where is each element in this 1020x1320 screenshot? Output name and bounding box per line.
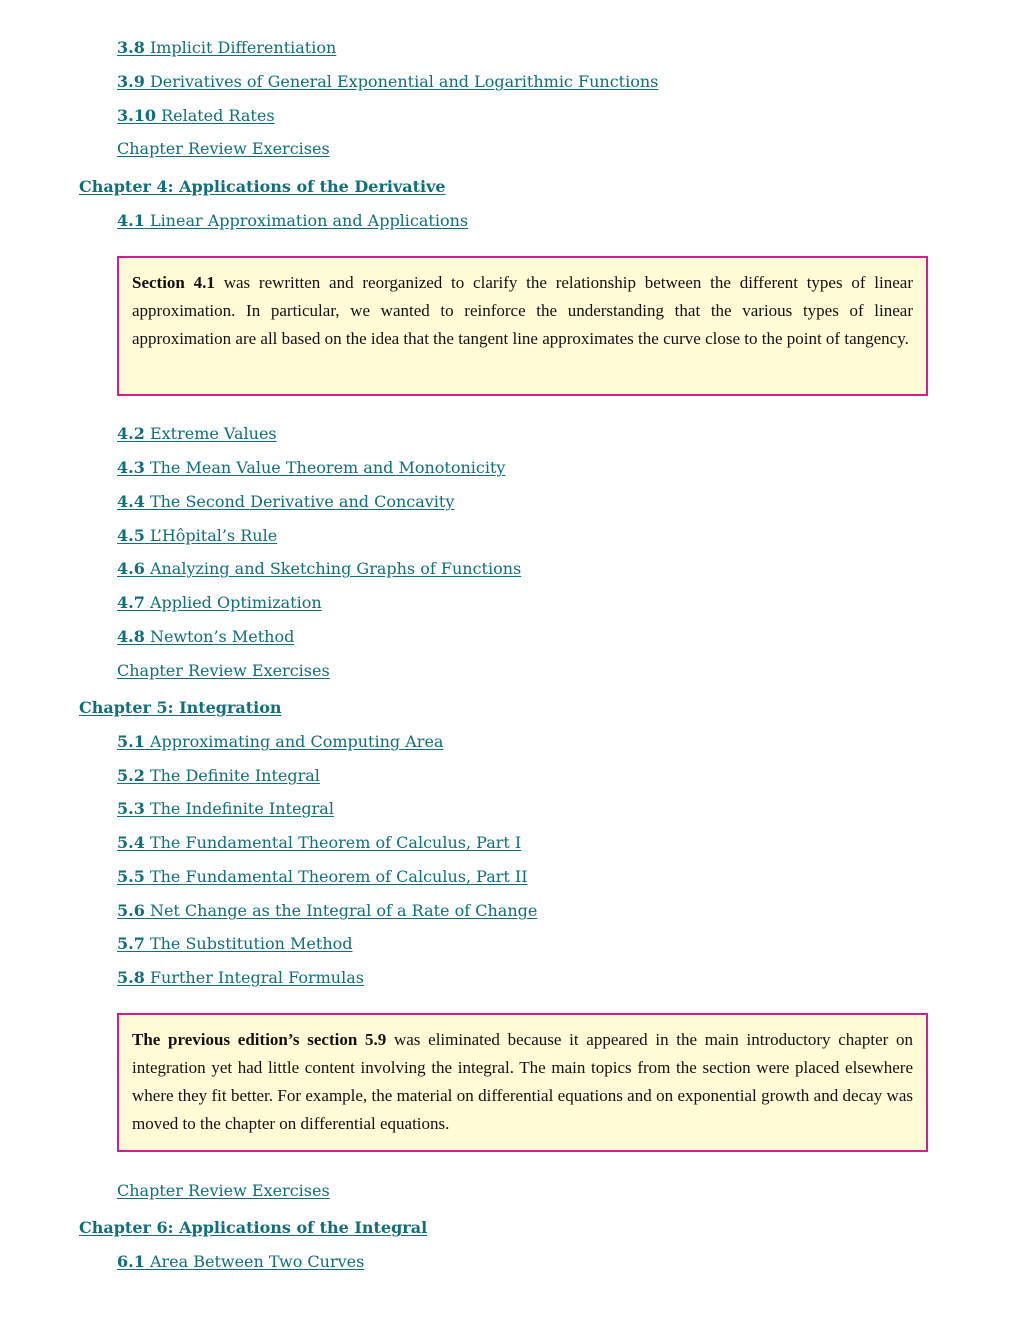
section-number: 5.2 bbox=[117, 766, 145, 785]
toc-link-4-3[interactable] bbox=[117, 458, 505, 478]
section-number: 5.1 bbox=[117, 732, 145, 751]
section-title: Approximating and Computing Area bbox=[149, 732, 444, 751]
section-number: 5.4 bbox=[117, 833, 145, 852]
section-title: Further Integral Formulas bbox=[149, 968, 364, 987]
section-number: 4.1 bbox=[117, 211, 145, 230]
section-title: Derivatives of General Exponential and Logarithmic Functions bbox=[149, 72, 659, 91]
section-title: Implicit Differentiation bbox=[149, 38, 337, 57]
section-title: The Fundamental Theorem of Calculus, Part II bbox=[149, 867, 528, 886]
section-number: 3.8 bbox=[117, 38, 145, 57]
toc-link-4-5[interactable] bbox=[117, 526, 277, 546]
toc-link-5-7[interactable] bbox=[117, 934, 353, 954]
section-number: 4.3 bbox=[117, 458, 145, 477]
section-number: 6.1 bbox=[117, 1252, 145, 1271]
section-title: Applied Optimization bbox=[149, 593, 322, 612]
section-number: 5.7 bbox=[117, 934, 145, 953]
section-title: The Mean Value Theorem and Monotonicity bbox=[149, 458, 506, 477]
section-title: The Second Derivative and Concavity bbox=[149, 492, 455, 511]
section-number: 3.9 bbox=[117, 72, 145, 91]
toc-chapter-5[interactable]: Chapter 5: Integration bbox=[79, 698, 282, 717]
note-lead: Section 4.1 bbox=[132, 273, 215, 292]
section-title: Related Rates bbox=[161, 106, 275, 125]
section-number: 5.8 bbox=[117, 968, 145, 987]
revision-note-5-9 bbox=[117, 1013, 928, 1152]
section-title: Analyzing and Sketching Graphs of Functions bbox=[149, 559, 522, 578]
toc-link-5-2[interactable] bbox=[117, 766, 320, 786]
section-title: L’Hôpital’s Rule bbox=[149, 526, 278, 545]
toc-link-ch3-review[interactable]: Chapter Review Exercises bbox=[117, 139, 330, 158]
toc-link-4-8[interactable] bbox=[117, 627, 294, 647]
toc-link-3-8[interactable] bbox=[117, 38, 336, 58]
section-number: 4.4 bbox=[117, 492, 145, 511]
note-text: was rewritten and reorganized to clarify the relationship between the different types of linear approximation. In particular, we wanted to reinforce the understanding that the various types of linear approximation are all based on the idea that the tangent line approximates the curve close to the point of tangency. bbox=[132, 273, 913, 348]
section-number: 4.6 bbox=[117, 559, 145, 578]
revision-note-4-1 bbox=[117, 256, 928, 396]
section-title: Extreme Values bbox=[149, 424, 277, 443]
toc-link-5-1[interactable] bbox=[117, 732, 443, 752]
toc-link-4-4[interactable] bbox=[117, 492, 454, 512]
section-title: Area Between Two Curves bbox=[149, 1252, 365, 1271]
note-lead: The previous edition’s section 5.9 bbox=[132, 1030, 387, 1049]
section-number: 4.5 bbox=[117, 526, 145, 545]
section-title: Net Change as the Integral of a Rate of Change bbox=[149, 901, 538, 920]
toc-link-5-3[interactable] bbox=[117, 799, 334, 819]
section-number: 5.5 bbox=[117, 867, 145, 886]
section-number: 4.8 bbox=[117, 627, 145, 646]
toc-chapter-4[interactable]: Chapter 4: Applications of the Derivative bbox=[79, 177, 446, 196]
toc-link-4-7[interactable] bbox=[117, 593, 322, 613]
section-title: Linear Approximation and Applications bbox=[149, 211, 469, 230]
section-number: 5.3 bbox=[117, 799, 145, 818]
section-number: 3.10 bbox=[117, 106, 156, 125]
section-title: The Fundamental Theorem of Calculus, Part I bbox=[149, 833, 522, 852]
toc-link-5-8[interactable] bbox=[117, 968, 364, 988]
toc-link-5-4[interactable] bbox=[117, 833, 521, 853]
section-number: 4.2 bbox=[117, 424, 145, 443]
section-title: The Indefinite Integral bbox=[149, 799, 334, 818]
toc-link-4-6[interactable] bbox=[117, 559, 521, 579]
toc-link-4-2[interactable] bbox=[117, 424, 277, 444]
toc-chapter-6[interactable]: Chapter 6: Applications of the Integral bbox=[79, 1218, 428, 1237]
toc-link-ch4-review[interactable]: Chapter Review Exercises bbox=[117, 661, 330, 680]
toc-link-5-5[interactable] bbox=[117, 867, 528, 887]
section-title: The Substitution Method bbox=[149, 934, 353, 953]
toc-link-4-1[interactable] bbox=[117, 211, 468, 231]
section-number: 4.7 bbox=[117, 593, 145, 612]
toc-link-6-1[interactable] bbox=[117, 1252, 364, 1272]
section-number: 5.6 bbox=[117, 901, 145, 920]
section-title: Newton’s Method bbox=[149, 627, 295, 646]
section-title: The Definite Integral bbox=[149, 766, 320, 785]
toc-link-3-9[interactable] bbox=[117, 72, 658, 92]
note-text: was eliminated because it appeared in the main introductory chapter on integration yet had little content involving the integral. The main topics from the section were placed elsewhere where they fit better. For example, the material on differential equations and on exponential growth and decay was moved to the chapter on differential equations. bbox=[132, 1030, 914, 1133]
toc-link-5-6[interactable] bbox=[117, 901, 537, 921]
toc-link-3-10[interactable] bbox=[117, 106, 275, 126]
toc-link-ch5-review[interactable]: Chapter Review Exercises bbox=[117, 1181, 330, 1200]
